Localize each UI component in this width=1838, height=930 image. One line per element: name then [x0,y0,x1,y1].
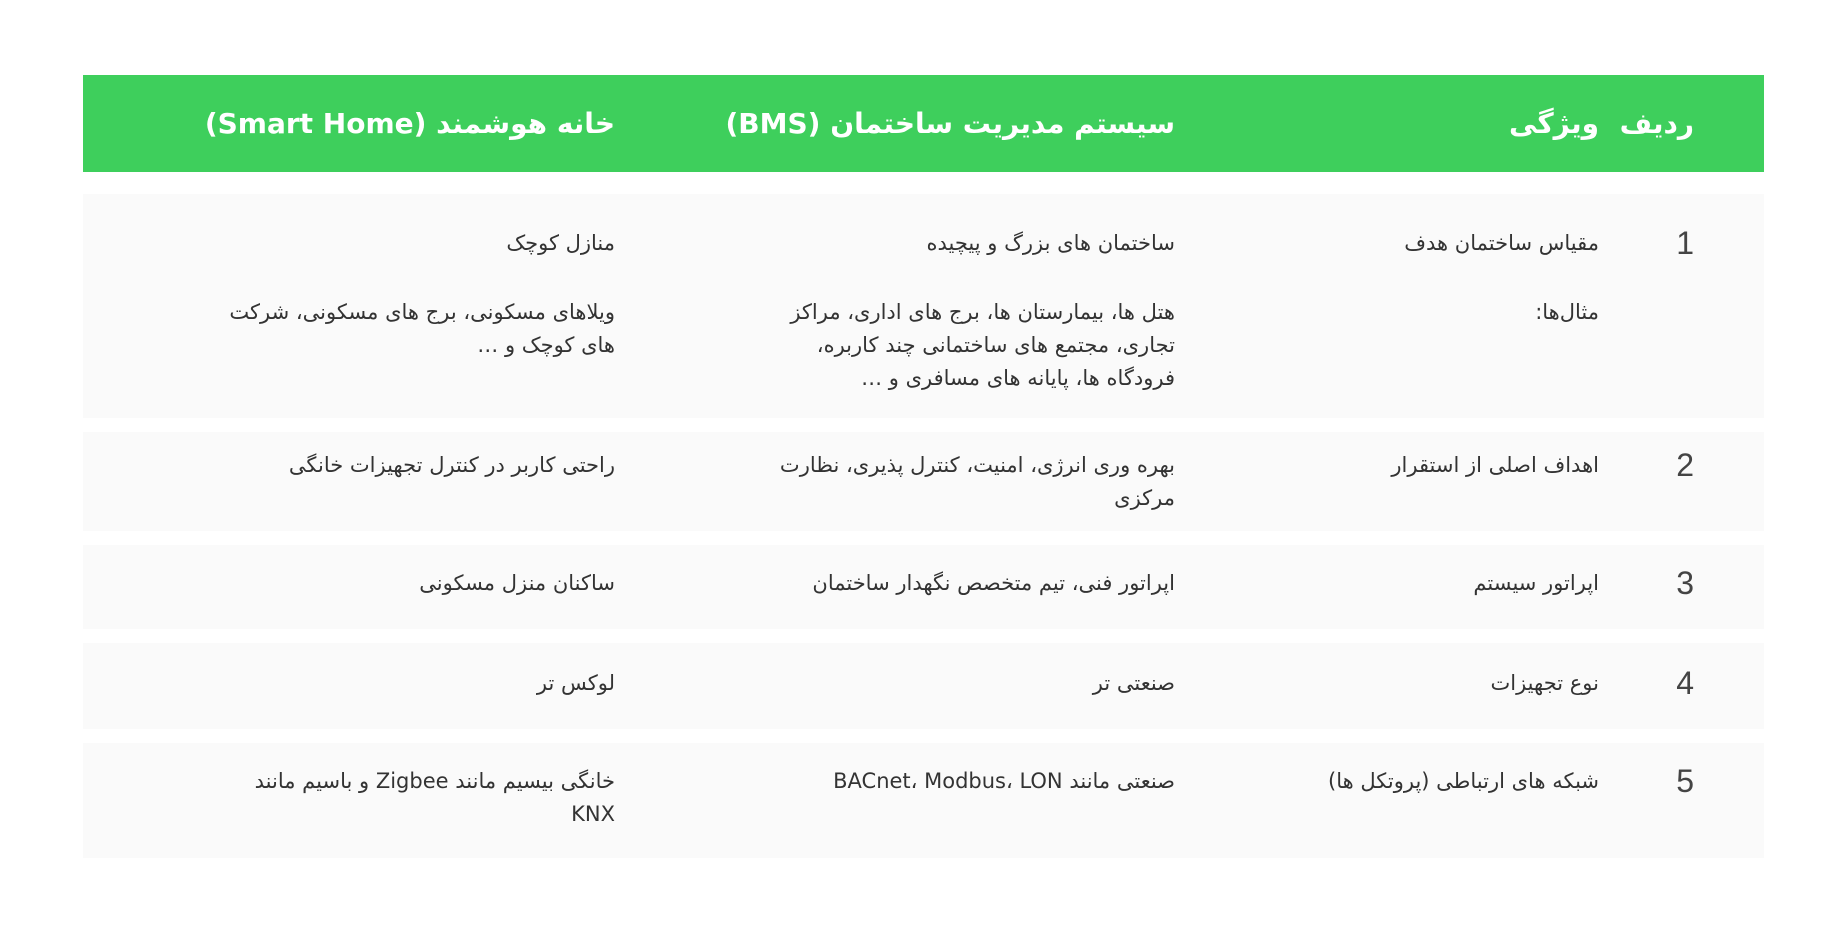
row-number: 3 [1676,565,1694,601]
smart-home-cell [83,227,615,362]
feature-cell [1175,227,1599,329]
table-row [83,432,1764,531]
header-bms: سیستم مدیریت ساختمان (BMS) [725,107,1175,140]
smart-home-extra-text: ویلاهای مسکونی، برج های مسکونی، شرکت های کوچک و … [229,300,615,357]
bms-extra-text: هتل ها، بیمارستان ها، برج های اداری، مراکز تجاری، مجتمع های ساختمانی چند کاربره، فرودگاه ها، پایانه های مسافری و … [790,300,1175,390]
smart-home-text: لوکس تر [536,671,615,695]
smart-home-cell [83,667,615,700]
header-feature: ویژگی [1509,107,1599,140]
bms-text: ساختمان های بزرگ و پیچیده [926,231,1175,255]
feature-text: شبکه های ارتباطی (پروتکل ها) [1328,769,1599,793]
table-header [83,75,1764,172]
feature-text: اهداف اصلی از استقرار [1391,453,1599,477]
header-row-number: ردیف [1619,107,1694,140]
feature-text: اپراتور سیستم [1473,571,1599,595]
bms-text: بهره وری انرژی، امنیت، کنترل پذیری، نظارت مرکزی [779,453,1175,510]
smart-home-cell [83,765,615,831]
row-number: 2 [1676,447,1694,483]
smart-home-text: ساکنان منزل مسکونی [419,571,615,595]
row-number: 4 [1676,665,1694,701]
table-row [83,194,1764,418]
smart-home-cell [83,567,615,600]
row-number: 1 [1676,225,1694,261]
table-row [83,545,1764,629]
smart-home-text: خانگی بیسیم مانند Zigbee و باسیم مانند KNX [254,769,615,826]
smart-home-text: راحتی کاربر در کنترل تجهیزات خانگی [288,453,615,477]
bms-text: صنعتی تر [1092,671,1175,695]
smart-home-text: منازل کوچک [506,231,615,255]
bms-cell [615,449,1175,515]
smart-home-cell [83,449,615,482]
bms-cell [615,227,1175,395]
bms-cell [615,667,1175,700]
header-smart-home: خانه هوشمند (Smart Home) [204,107,615,140]
comparison-table [83,75,1764,858]
table-row [83,643,1764,729]
bms-cell [615,567,1175,600]
bms-cell [615,765,1175,798]
row-number: 5 [1676,763,1694,799]
feature-text: نوع تجهیزات [1490,671,1599,695]
feature-text: مقیاس ساختمان هدف [1404,231,1599,255]
table-row [83,743,1764,858]
feature-extra-text: مثال‌ها: [1535,300,1599,324]
bms-text: اپراتور فنی، تیم متخصص نگهدار ساختمان [812,571,1175,595]
bms-text: صنعتی مانند BACnet، Modbus، LON [833,769,1175,793]
